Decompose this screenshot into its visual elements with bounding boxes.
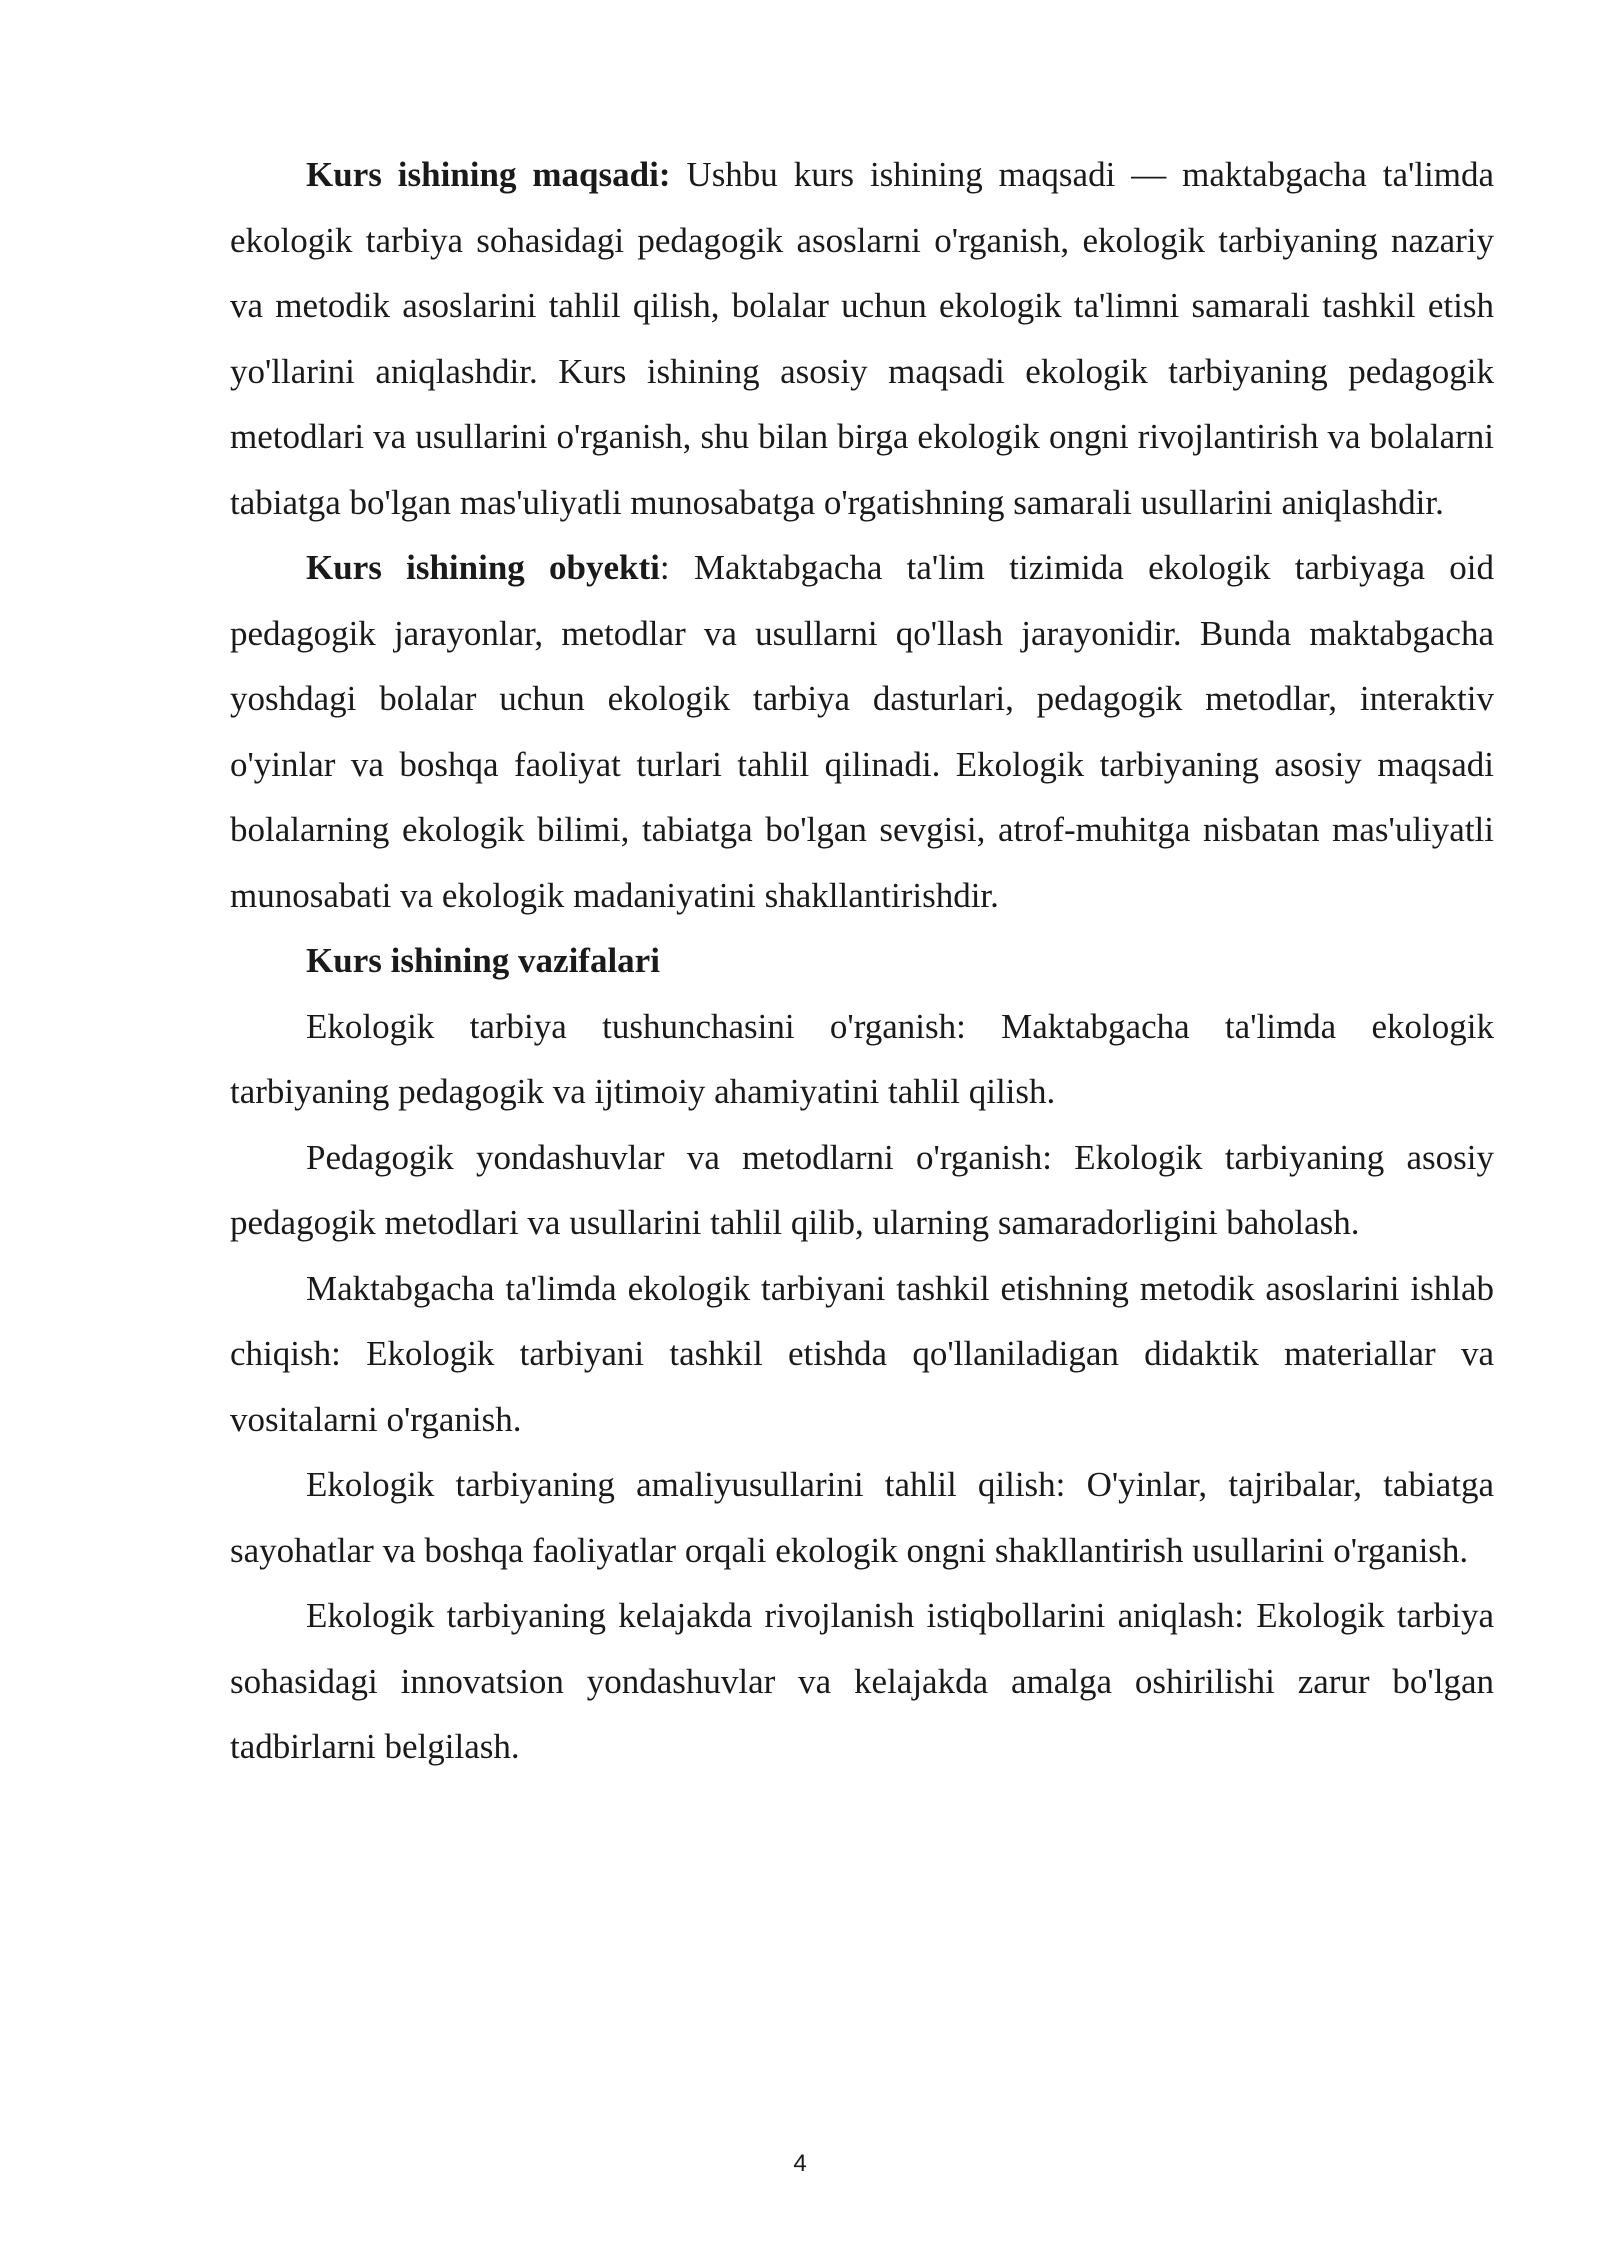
maqsad-text: Ushbu kurs ishining maqsadi — maktabgacha ta'limda ekologik tarbiya sohasidagi pedagogik asoslarni o'rganish, ekologik tarbiyaning nazariy va metodik asoslarini tahlil qilish, bolalar uchun ekologik ta'limni samarali tashkil etish yo'llarini aniqlashdir. Kurs ishining asosiy maqsadi ekologik tarbiyaning pedagogik metodlari va usullarini o'rganish, shu bilan birga ekologik ongni rivojlantirish va bolalarni tabiatga bo'lgan mas'uliyatli munosabatga o'rgatishning samarali usullarini aniqlashdir. [230, 155, 1494, 522]
vazifa-item-4: Ekologik tarbiyaning amaliyusullarini tahlil qilish: O'yinlar, tajribalar, tabiatga sayohatlar va boshqa faoliyatlar orqali ekologik ongni shakllantirish usullarini o'rganish. [230, 1465, 1494, 1570]
paragraph-maqsad [230, 142, 1494, 535]
obyekt-text: : Maktabgacha ta'lim tizimida ekologik tarbiyaga oid pedagogik jarayonlar, metodlar va usullarni qo'llash jarayonidir. Bunda maktabgacha yoshdagi bolalar uchun ekologik tarbiya dasturlari, pedagogik metodlar, interaktiv o'yinlar va boshqa faoliyat turlari tahlil qilinadi. Ekologik tarbiyaning asosiy maqsadi bolalarning ekologik bilimi, tabiatga bo'lgan sevgisi, atrof-muhitga nisbatan mas'uliyatli munosabati va ekologik madaniyatini shakllantirishdir. [230, 548, 1494, 915]
vazifalar-heading: Kurs ishining vazifalari [306, 941, 660, 980]
vazifa-item-2: Pedagogik yondashuvlar va metodlarni o'rganish: Ekologik tarbiyaning asosiy pedagogik metodlari va usullarini tahlil qilib, ularning samaradorligini baholash. [230, 1137, 1494, 1242]
vazifa-item-3: Maktabgacha ta'limda ekologik tarbiyani tashkil etishning metodik asoslarini ishlab chiqish: Ekologik tarbiyani tashkil etishda qo'llaniladigan didaktik materiallar va vositalarni o'rganish. [230, 1268, 1494, 1439]
obyekt-label: Kurs ishining obyekti [306, 548, 660, 587]
vazifa-item-1: Ekologik tarbiya tushunchasini o'rganish: Maktabgacha ta'limda ekologik tarbiyaning pedagogik va ijtimoiy ahamiyatini tahlil qilish. [230, 1006, 1494, 1111]
vazifa-item-5: Ekologik tarbiyaning kelajakda rivojlanish istiqbollarini aniqlash: Ekologik tarbiya sohasidagi innovatsion yondashuvlar va kelajakda amalga oshirilishi zarur bo'lgan tadbirlarni belgilash. [230, 1596, 1494, 1766]
page-number: 4 [793, 2150, 807, 2177]
document-body [230, 142, 1494, 1780]
maqsad-label: Kurs ishining maqsadi: [306, 155, 671, 194]
paragraph-obyekt [230, 535, 1494, 928]
